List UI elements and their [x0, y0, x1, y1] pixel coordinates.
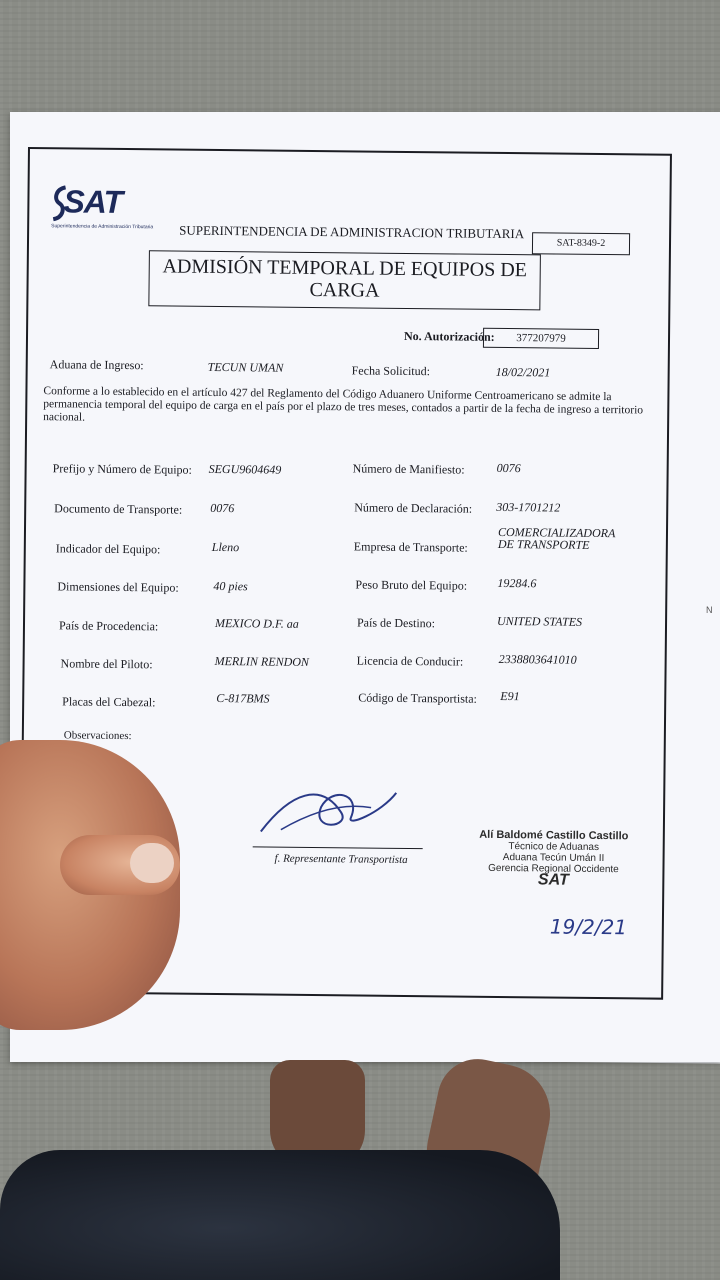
thumbnail	[130, 843, 174, 883]
empresa-value-line-2: DE TRANSPORTE	[497, 536, 590, 552]
procedencia-label: País de Procedencia:	[58, 618, 159, 634]
officer-title: Técnico de Aduanas	[508, 841, 600, 854]
manifiesto-value: 0076	[496, 460, 521, 476]
piloto-label: Nombre del Piloto:	[60, 656, 153, 672]
official-stamp	[478, 830, 629, 887]
signature-line	[253, 846, 423, 849]
licencia-label: Licencia de Conducir:	[356, 653, 464, 669]
dimensiones-label: Dimensiones del Equipo:	[57, 579, 179, 595]
indicador-value: Lleno	[211, 539, 240, 555]
sat-logo	[51, 183, 154, 234]
placas-label: Placas del Cabezal:	[62, 694, 156, 710]
agency-name: SUPERINTENDENCIA DE ADMINISTRACION TRIBUTARIA	[179, 222, 525, 242]
handwritten-date: 19/2/21	[549, 914, 628, 940]
piloto-value: MERLIN RENDON	[214, 653, 310, 669]
licencia-value: 2338803641010	[498, 651, 577, 667]
officer-office: Aduana Tecún Umán II	[502, 852, 605, 865]
fecha-value: 18/02/2021	[495, 364, 551, 380]
fecha-label: Fecha Solicitud:	[351, 363, 431, 379]
transport-signature	[251, 771, 402, 843]
representante-caption: f. Representante Transportista	[274, 852, 408, 867]
aduana-value: TECUN UMAN	[207, 359, 284, 375]
empresa-value	[498, 526, 616, 551]
peso-label: Peso Bruto del Equipo:	[355, 577, 468, 593]
codigo-value: E91	[500, 688, 520, 704]
title-line-2: CARGA	[309, 278, 380, 302]
indicador-label: Indicador del Equipo:	[55, 541, 161, 557]
form-code: SAT-8349-2	[532, 232, 630, 255]
manifiesto-label: Número de Manifiesto:	[352, 461, 465, 477]
destino-value: UNITED STATES	[496, 613, 583, 629]
document-title	[148, 250, 541, 310]
prefijo-value: SEGU9604649	[208, 461, 282, 477]
sat-logo-text: SAT	[63, 183, 123, 220]
edge-mark: N	[706, 605, 713, 615]
authorization-label: No. Autorización:	[403, 328, 495, 344]
title-line-1: ADMISIÓN TEMPORAL DE EQUIPOS DE	[162, 255, 528, 282]
empresa-value-line-1: COMERCIALIZADORA	[497, 524, 616, 541]
documento-value: 0076	[210, 500, 235, 516]
officer-gerencia: Gerencia Regional Occidente	[488, 862, 619, 876]
authorization-number: 377207979	[483, 328, 599, 349]
aduana-label: Aduana de Ingreso:	[49, 357, 144, 373]
sat-logo-subtitle: Superintendencia de Administración Tributaria	[51, 223, 154, 231]
empresa-label: Empresa de Transporte:	[353, 539, 468, 555]
stamp-logo: SAT	[537, 871, 569, 889]
observaciones-label: Observaciones:	[63, 729, 132, 743]
declaracion-label: Número de Declaración:	[354, 500, 473, 516]
jacket	[0, 1150, 560, 1280]
prefijo-label: Prefijo y Número de Equipo:	[52, 461, 193, 477]
placas-value: C-817BMS	[216, 691, 270, 706]
destino-label: País de Destino:	[356, 615, 436, 631]
codigo-label: Código de Transportista:	[358, 690, 478, 706]
legal-paragraph: Conforme a lo establecido en el artículo 427 del Reglamento del Código Aduanero Uniforme Centroamericano se admite la permanencia temporal del equipo de carga en el país por el plazo de tres meses, contados a partir de la fecha de ingreso a territorio nacional.	[43, 385, 644, 424]
declaracion-value: 303-1701212	[496, 499, 561, 515]
dimensiones-value: 40 pies	[213, 578, 248, 594]
peso-value: 19284.6	[497, 575, 537, 591]
officer-name: Alí Baldomé Castillo Castillo	[479, 828, 629, 843]
procedencia-value: MEXICO D.F. aa	[214, 615, 299, 631]
documento-label: Documento de Transporte:	[54, 501, 183, 517]
